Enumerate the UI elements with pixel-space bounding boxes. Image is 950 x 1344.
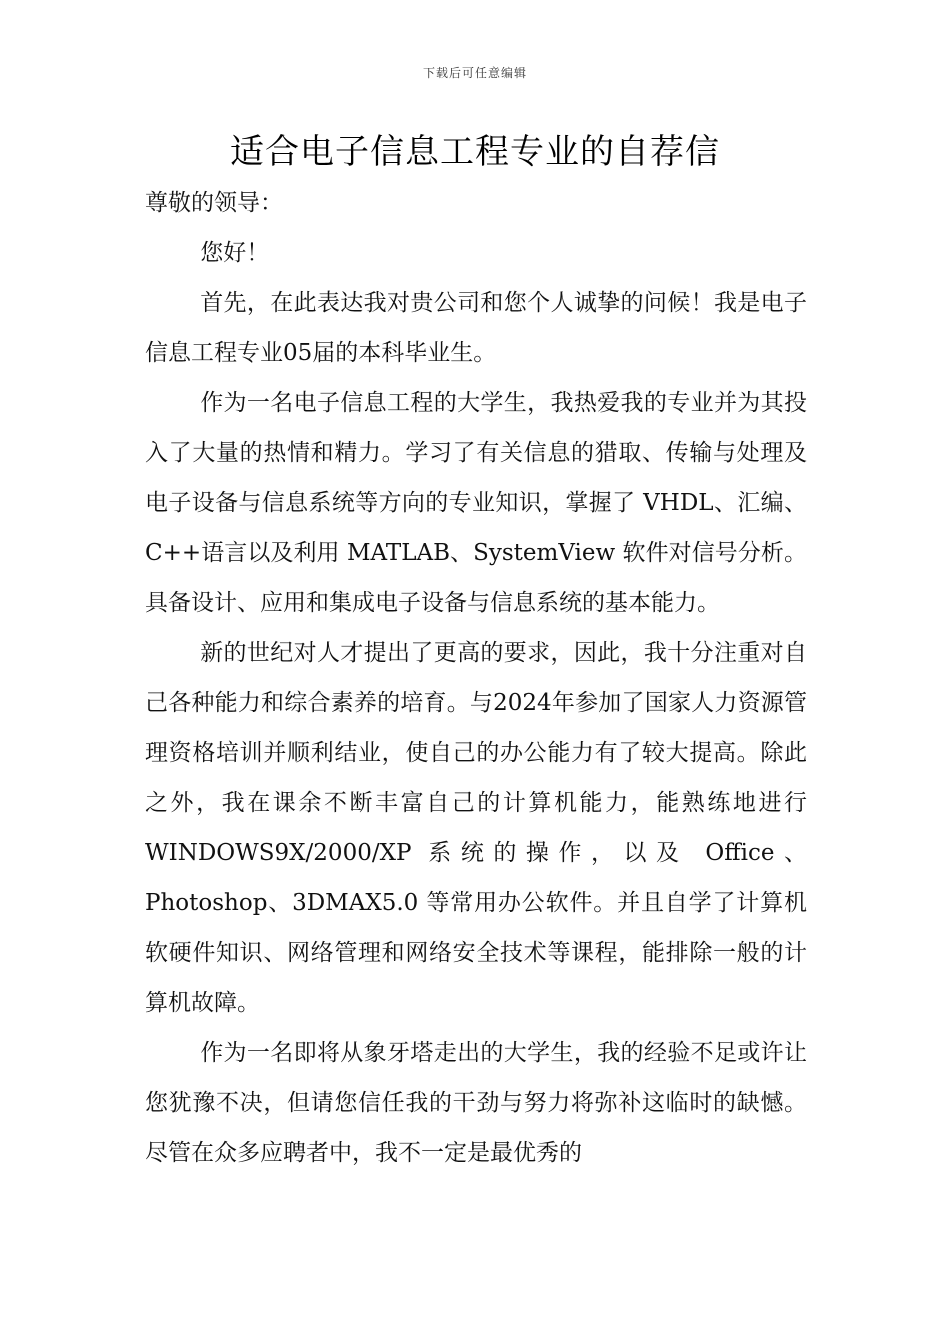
- document-title: 适合电子信息工程专业的自荐信: [230, 132, 720, 172]
- greeting: 您好！: [200, 240, 270, 266]
- paragraph-closing: 作为一名即将从象牙塔走出的大学生，我的经验不足或许让您犹豫不决，但请您信任我的干劲与努力将弥补这临时的缺憾。尽管在众多应聘者中，我不一定是最优秀的: [145, 1040, 807, 1166]
- paragraph-major: 作为一名电子信息工程的大学生，我热爱我的专业并为其投入了大量的热情和精力。学习了有关信息的猎取、传输与处理及电子设备与信息系统等方向的专业知识，掌握了 VHDL、汇编、C++语言以及利用 MATLAB、SystemView 软件对信号分析。具备设计、应用和集成电子设备与信息系统的基本能力。: [145, 390, 807, 616]
- header-note: 下载后可任意编辑: [422, 66, 527, 80]
- paragraph-skills: 新的世纪对人才提出了更高的要求，因此，我十分注重对自己各种能力和综合素养的培育。与2024年参加了国家人力资源管理资格培训并顺利结业，使自己的办公能力有了较大提高。除此之外，我在课余不断丰富自己的计算机能力，能熟练地进行 WINDOWS9X/2000/XP 系统的操作，以及 Office、 Photoshop、3DMAX5.0 等常用办公软件。并且自学了计算机软硬件知识、网络管理和网络安全技术等课程，能排除一般的计算机故障。: [145, 640, 807, 1016]
- letter-body: [145, 178, 807, 1178]
- salutation: 尊敬的领导：: [145, 190, 283, 216]
- paragraph-intro: 首先，在此表达我对贵公司和您个人诚挚的问候！我是电子信息工程专业05届的本科毕业生。: [145, 290, 807, 366]
